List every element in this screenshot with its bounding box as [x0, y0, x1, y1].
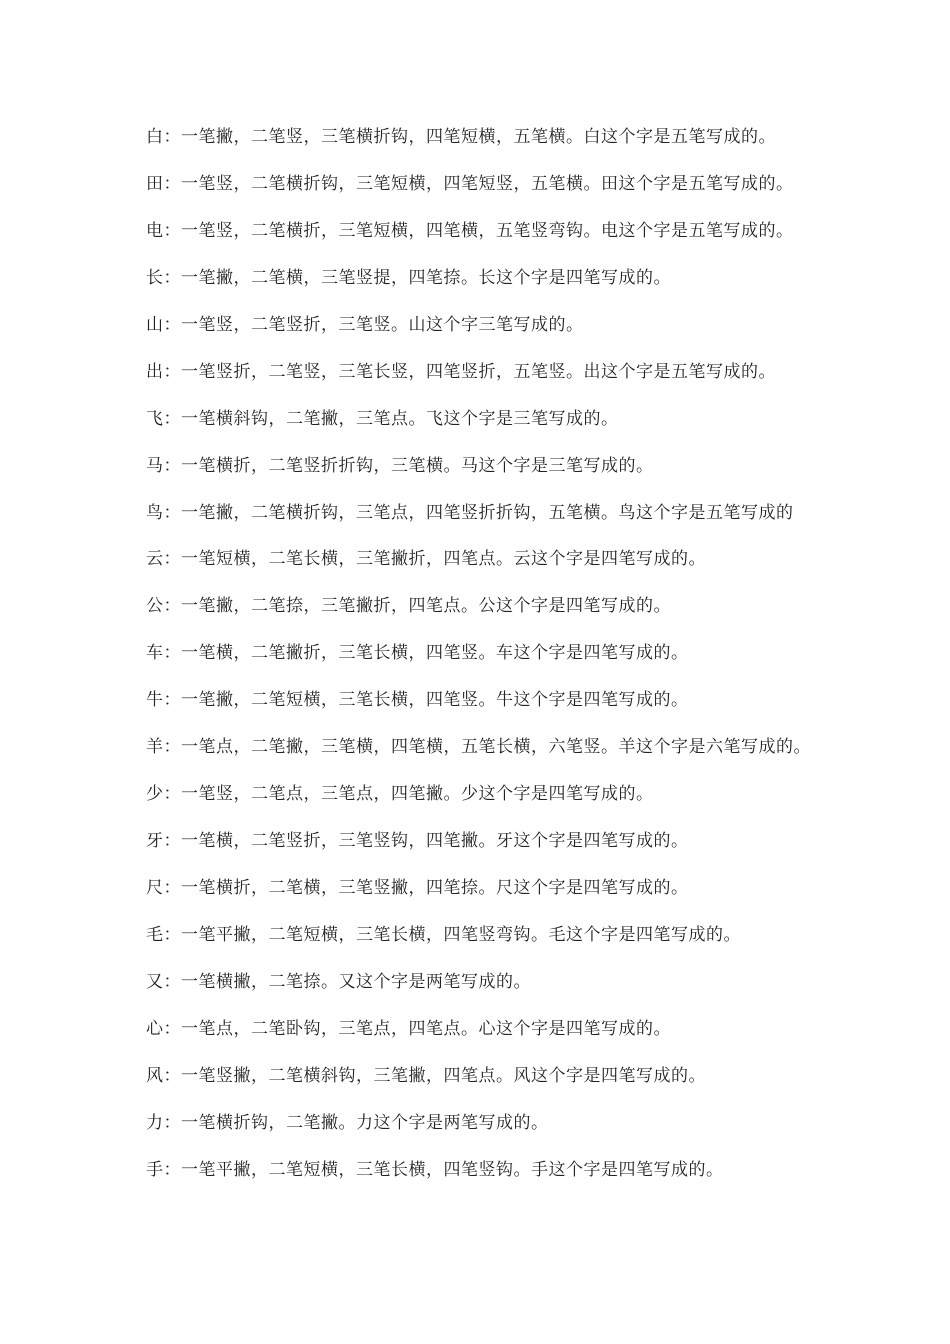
text-line: 电：一笔竖，二笔横折，三笔短横，四笔横，五笔竖弯钩。电这个字是五笔写成的。: [146, 220, 794, 241]
text-line: 山：一笔竖，二笔竖折，三笔竖。山这个字三笔写成的。: [146, 314, 584, 335]
text-line: 风：一笔竖撇，二笔横斜钩，三笔撇，四笔点。风这个字是四笔写成的。: [146, 1065, 706, 1086]
text-line: 力：一笔横折钩，二笔撇。力这个字是两笔写成的。: [146, 1112, 549, 1133]
text-line: 飞：一笔横斜钩，二笔撇，三笔点。飞这个字是三笔写成的。: [146, 408, 619, 429]
text-line: 羊：一笔点，二笔撇，三笔横，四笔横，五笔长横，六笔竖。羊这个字是六笔写成的。: [146, 737, 811, 758]
stroke-order-list: [146, 123, 936, 1203]
text-line: 出：一笔竖折，二笔竖，三笔长竖，四笔竖折，五笔竖。出这个字是五笔写成的。: [146, 361, 776, 382]
text-line: 云：一笔短横，二笔长横，三笔撇折，四笔点。云这个字是四笔写成的。: [146, 549, 706, 570]
text-line: 又：一笔横撇，二笔捺。又这个字是两笔写成的。: [146, 971, 531, 992]
text-line: 车：一笔横，二笔撇折，三笔长横，四笔竖。车这个字是四笔写成的。: [146, 643, 689, 664]
text-line: 马：一笔横折，二笔竖折折钩，三笔横。马这个字是三笔写成的。: [146, 455, 654, 476]
text-line: 毛：一笔平撇，二笔短横，三笔长横，四笔竖弯钩。毛这个字是四笔写成的。: [146, 924, 741, 945]
text-line: 手：一笔平撇，二笔短横，三笔长横，四笔竖钩。手这个字是四笔写成的。: [146, 1159, 724, 1180]
text-line: 白：一笔撇，二笔竖，三笔横折钩，四笔短横，五笔横。白这个字是五笔写成的。: [146, 127, 776, 147]
text-line: 田：一笔竖，二笔横折钩，三笔短横，四笔短竖，五笔横。田这个字是五笔写成的。: [146, 173, 794, 194]
text-line: 牙：一笔横，二笔竖折，三笔竖钩，四笔撇。牙这个字是四笔写成的。: [146, 831, 689, 852]
text-line: 鸟：一笔撇，二笔横折钩，三笔点，四笔竖折折钩，五笔横。鸟这个字是五笔写成的: [146, 502, 794, 523]
text-line: 尺：一笔横折，二笔横，三笔竖撇，四笔捺。尺这个字是四笔写成的。: [146, 878, 689, 898]
text-line: 少：一笔竖，二笔点，三笔点，四笔撇。少这个字是四笔写成的。: [146, 784, 654, 805]
text-line: 牛：一笔撇，二笔短横，三笔长横，四笔竖。牛这个字是四笔写成的。: [146, 690, 689, 711]
text-line: 公：一笔撇，二笔捺，三笔撇折，四笔点。公这个字是四笔写成的。: [146, 596, 671, 617]
text-line: 长：一笔撇，二笔横，三笔竖提，四笔捺。长这个字是四笔写成的。: [146, 267, 671, 288]
text-line: 心：一笔点，二笔卧钩，三笔点，四笔点。心这个字是四笔写成的。: [146, 1018, 671, 1039]
